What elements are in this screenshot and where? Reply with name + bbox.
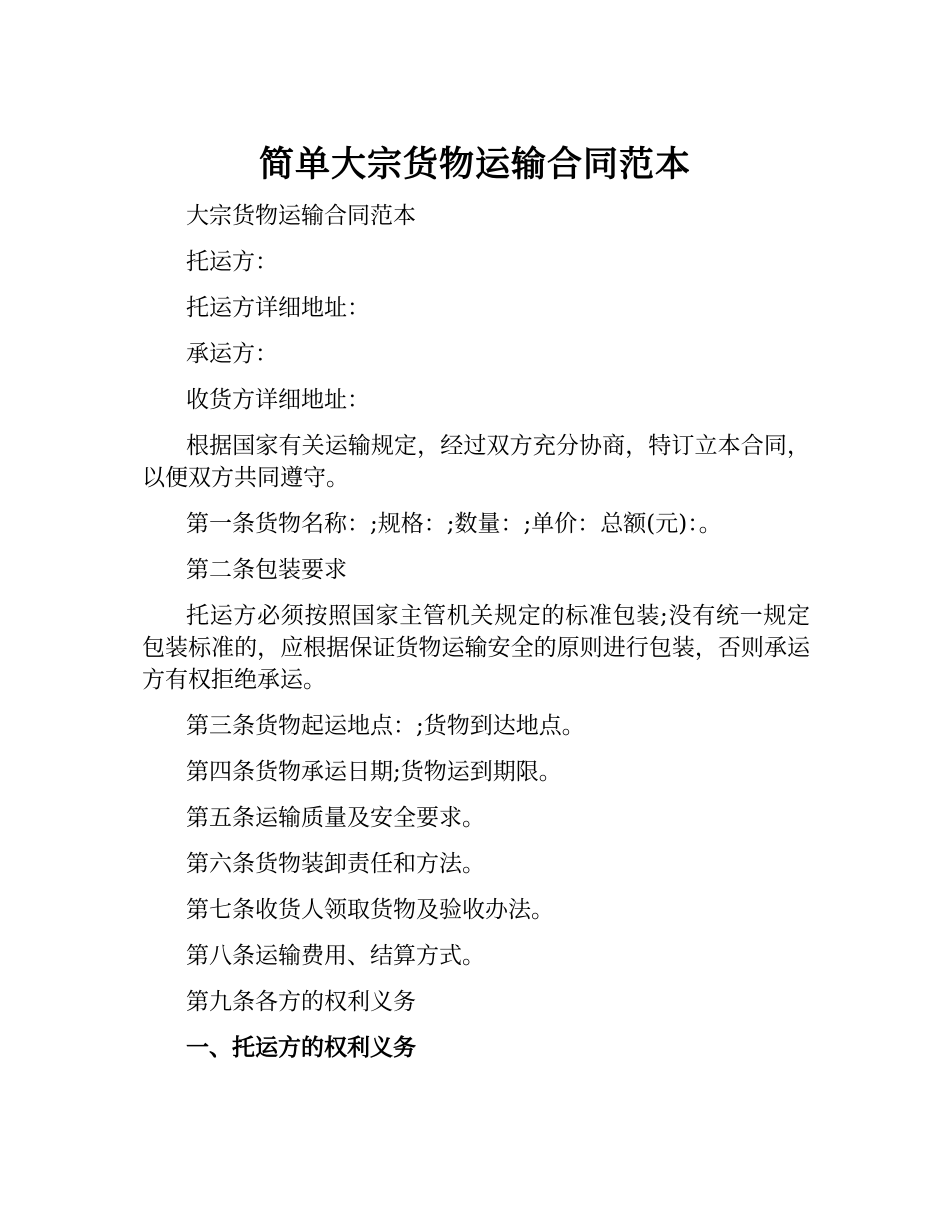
section-heading-shipper-rights: 一、托运方的权利义务 bbox=[186, 1035, 416, 1061]
paragraph-article-1: 第一条货物名称：;规格：;数量：;单价：总额(元)：。 bbox=[186, 511, 722, 537]
paragraph-article-4: 第四条货物承运日期;货物运到期限。 bbox=[186, 759, 562, 785]
paragraph-preamble: 根据国家有关运输规定，经过双方充分协商，特订立本合同，以便双方共同遵守。 bbox=[142, 433, 810, 491]
paragraph-article-5: 第五条运输质量及安全要求。 bbox=[186, 805, 485, 831]
paragraph-article-3: 第三条货物起运地点：;货物到达地点。 bbox=[186, 713, 585, 739]
paragraph-subtitle: 大宗货物运输合同范本 bbox=[186, 203, 416, 229]
paragraph-article-7: 第七条收货人领取货物及验收办法。 bbox=[186, 897, 554, 923]
paragraph-consignee-address: 收货方详细地址： bbox=[186, 387, 370, 413]
paragraph-carrier: 承运方： bbox=[186, 341, 278, 367]
paragraph-article-2: 第二条包装要求 bbox=[186, 557, 347, 583]
paragraph-article-8: 第八条运输费用、结算方式。 bbox=[186, 943, 485, 969]
paragraph-packaging-requirements: 托运方必须按照国家主管机关规定的标准包装;没有统一规定包装标准的，应根据保证货物运输安全的原则进行包装，否则承运方有权拒绝承运。 bbox=[142, 603, 810, 693]
paragraph-article-9: 第九条各方的权利义务 bbox=[186, 989, 416, 1015]
document-body bbox=[142, 200, 810, 1078]
document-title: 简单大宗货物运输合同范本 bbox=[258, 145, 691, 186]
paragraph-article-6: 第六条货物装卸责任和方法。 bbox=[186, 851, 485, 877]
paragraph-shipper: 托运方： bbox=[186, 249, 278, 275]
paragraph-shipper-address: 托运方详细地址： bbox=[186, 295, 370, 321]
